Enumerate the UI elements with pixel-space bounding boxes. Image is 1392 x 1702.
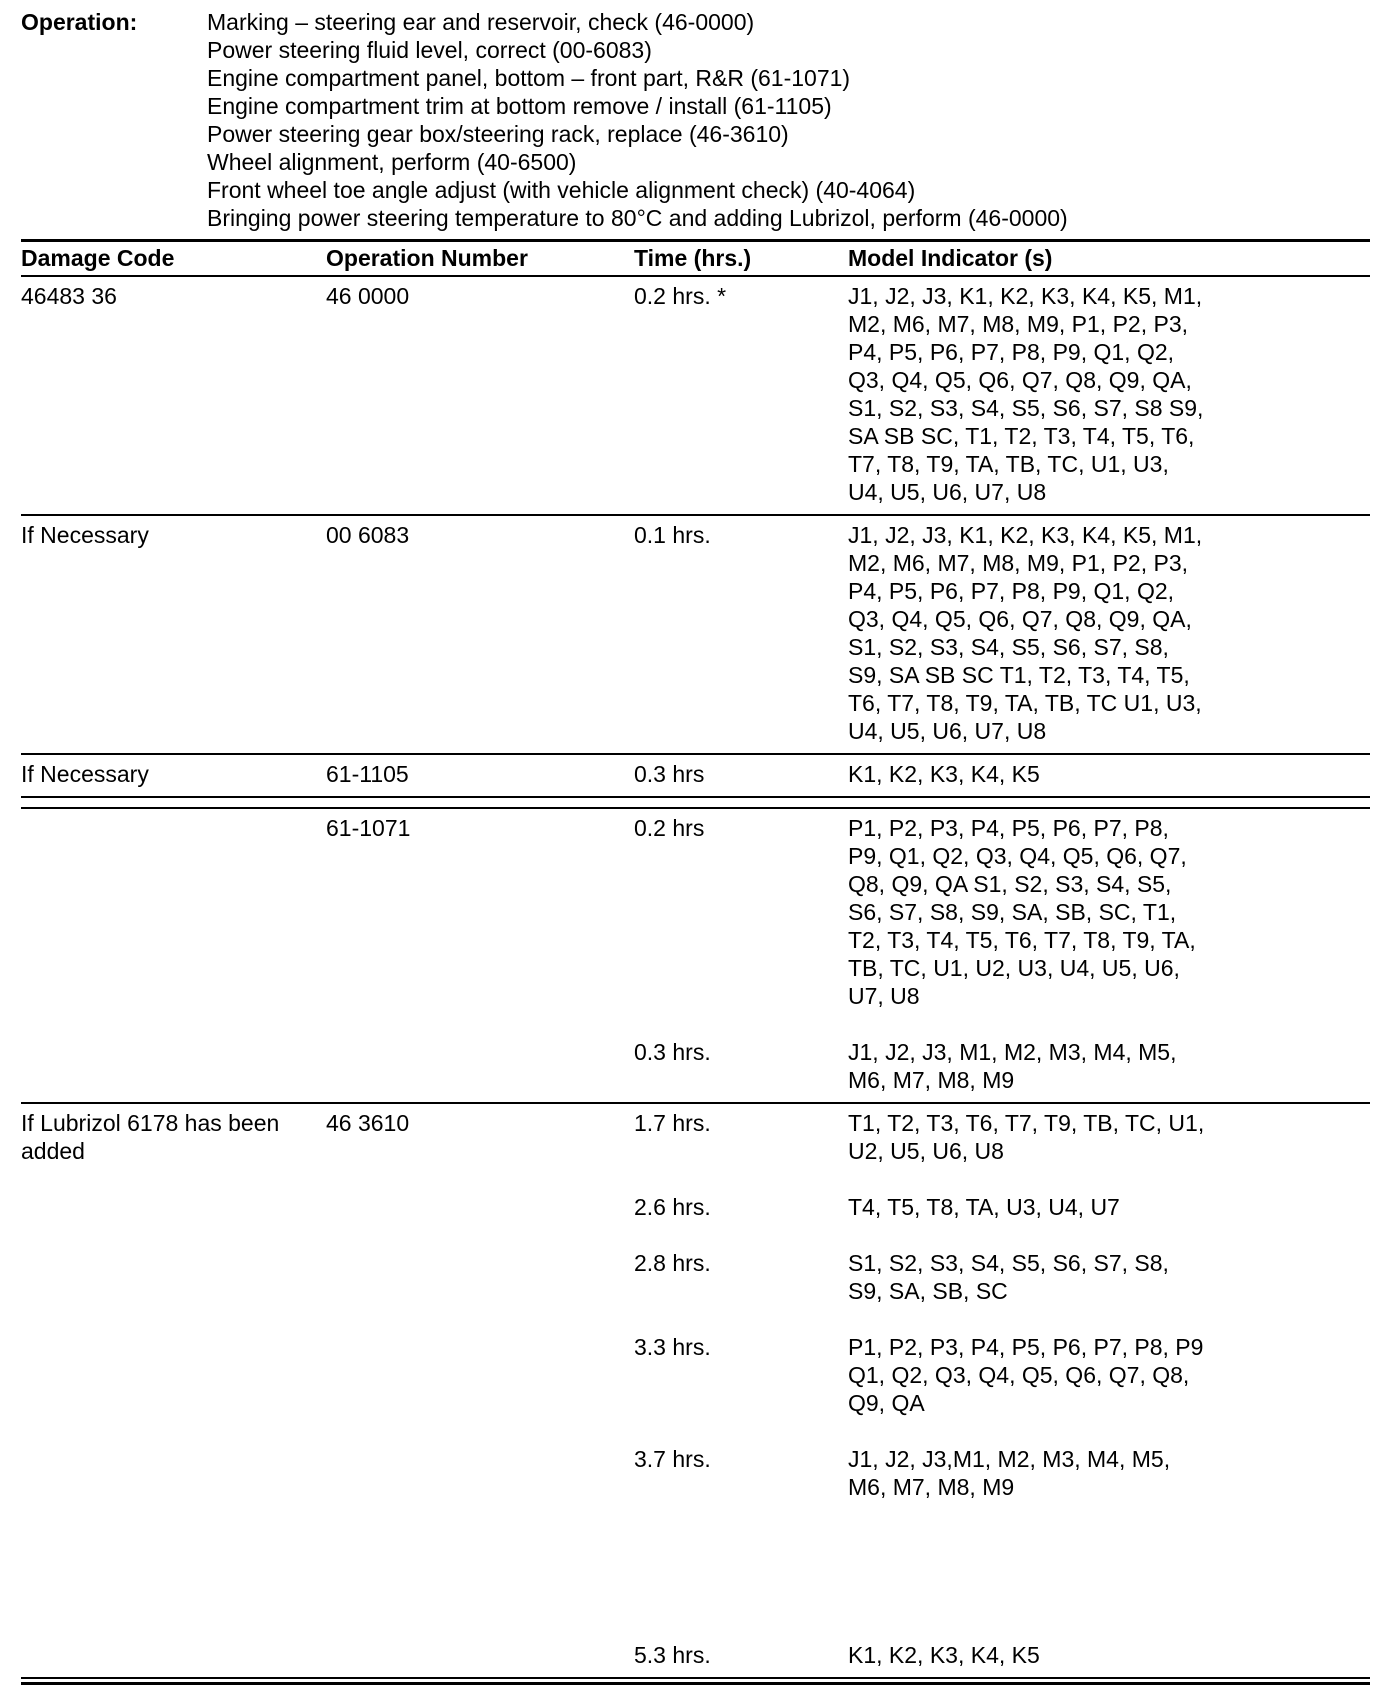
column-header-operation-number: Operation Number (326, 245, 528, 271)
operation-item: Engine compartment trim at bottom remove / install (61-1105) (207, 93, 832, 119)
model-indicator-cell: P1, P2, P3, P4, P5, P6, P7, P8, P9 Q1, Q2, Q3, Q4, Q5, Q6, Q7, Q8, Q9, QA (848, 1334, 1204, 1416)
damage-code-cell: If Necessary (21, 761, 149, 787)
model-indicator-cell: P1, P2, P3, P4, P5, P6, P7, P8, P9, Q1, Q2, Q3, Q4, Q5, Q6, Q7, Q8, Q9, QA S1, S2, S3, S4, S5, S6, S7, S8, S9, SA, SB, SC, T1, T2, T3, T4, T5, T6, T7, T8, T9, TA, TB, TC, U1, U2, U3, U4, U5, U6, U7, U8 (848, 815, 1196, 1009)
model-indicator-cell: K1, K2, K3, K4, K5 (848, 761, 1040, 787)
time-model-entries (634, 814, 1370, 1094)
model-indicator-cell: J1, J2, J3,M1, M2, M3, M4, M5, M6, M7, M8, M9 (848, 1446, 1171, 1500)
time-cell: 0.2 hrs (634, 815, 705, 841)
column-header-damage-code: Damage Code (21, 245, 175, 271)
time-model-entry (634, 760, 1370, 788)
column-header-time: Time (hrs.) (634, 245, 752, 271)
time-model-entry (634, 521, 1370, 745)
time-cell: 0.3 hrs. (634, 1039, 711, 1065)
time-model-entry (634, 282, 1370, 506)
time-cell: 2.6 hrs. (634, 1194, 711, 1220)
operation-item: Marking – steering ear and reservoir, check (46-0000) (207, 9, 755, 35)
time-model-entries (634, 282, 1370, 506)
operation-number-cell: 46 3610 (326, 1110, 410, 1136)
table-row-group (21, 809, 1370, 1104)
time-model-entry (634, 1445, 1370, 1501)
operations-list (207, 8, 1370, 232)
time-cell: 2.8 hrs. (634, 1250, 711, 1276)
time-cell: 3.3 hrs. (634, 1334, 711, 1360)
time-model-entry (634, 1249, 1370, 1305)
operation-item: Power steering gear box/steering rack, replace (46-3610) (207, 121, 789, 147)
column-header-model-indicator: Model Indicator (s) (848, 245, 1053, 271)
operation-number-cell: 46 0000 (326, 283, 410, 309)
model-indicator-cell: S1, S2, S3, S4, S5, S6, S7, S8, S9, SA, SB, SC (848, 1250, 1169, 1304)
time-model-entries (634, 760, 1370, 788)
damage-code-cell (21, 814, 326, 1094)
time-model-entry (634, 1641, 1370, 1669)
time-cell: 0.1 hrs. (634, 522, 711, 548)
operation-label: Operation: (21, 9, 138, 35)
damage-code-cell: If Necessary (21, 522, 149, 548)
operation-item: Power steering fluid level, correct (00-6083) (207, 37, 652, 63)
flat-rate-table (21, 239, 1370, 1685)
model-indicator-cell: J1, J2, J3, M1, M2, M3, M4, M5, M6, M7, M8, M9 (848, 1039, 1177, 1093)
operation-item: Wheel alignment, perform (40-6500) (207, 149, 577, 175)
time-model-entry (634, 1038, 1370, 1094)
model-indicator-cell: T4, T5, T8, TA, U3, U4, U7 (848, 1194, 1120, 1220)
model-indicator-cell: J1, J2, J3, K1, K2, K3, K4, K5, M1, M2, M6, M7, M8, M9, P1, P2, P3, P4, P5, P6, P7, P8, P9, Q1, Q2, Q3, Q4, Q5, Q6, Q7, Q8, Q9, QA, S1, S2, S3, S4, S5, S6, S7, S8, S9, SA SB SC T1, T2, T3, T4, T5, T6, T7, T8, T9, TA, TB, TC U1, U3, U4, U5, U6, U7, U8 (848, 522, 1203, 744)
table-header-row (21, 239, 1370, 277)
time-model-entry (634, 1333, 1370, 1417)
operation-item: Bringing power steering temperature to 80°C and adding Lubrizol, perform (46-0000) (207, 205, 1068, 231)
time-model-entries (634, 521, 1370, 745)
bottom-double-rule (21, 1679, 1370, 1685)
double-rule-spacer (21, 798, 1370, 809)
operation-item: Engine compartment panel, bottom – front part, R&R (61-1071) (207, 65, 851, 91)
time-cell: 1.7 hrs. (634, 1110, 711, 1136)
time-model-entry (634, 814, 1370, 1010)
time-cell: 0.3 hrs (634, 761, 705, 787)
time-model-entry (634, 1193, 1370, 1221)
operation-number-cell: 61-1105 (326, 761, 409, 787)
damage-code-cell: If Lubrizol 6178 has been added (21, 1110, 280, 1164)
table-row-group (21, 755, 1370, 798)
time-cell: 5.3 hrs. (634, 1642, 711, 1668)
model-indicator-cell: K1, K2, K3, K4, K5 (848, 1642, 1040, 1668)
operation-header (21, 8, 1370, 232)
operation-number-cell: 61-1071 (326, 815, 411, 841)
model-indicator-cell: T1, T2, T3, T6, T7, T9, TB, TC, U1, U2, U5, U6, U8 (848, 1110, 1205, 1164)
table-row-group (21, 516, 1370, 755)
operation-number-cell: 00 6083 (326, 522, 410, 548)
time-cell: 0.2 hrs. * (634, 283, 727, 309)
model-indicator-cell: J1, J2, J3, K1, K2, K3, K4, K5, M1, M2, M6, M7, M8, M9, P1, P2, P3, P4, P5, P6, P7, P8, P9, Q1, Q2, Q3, Q4, Q5, Q6, Q7, Q8, Q9, QA, S1, S2, S3, S4, S5, S6, S7, S8 S9, SA SB SC, T1, T2, T3, T4, T5, T6, T7, T8, T9, TA, TB, TC, U1, U3, U4, U5, U6, U7, U8 (848, 283, 1204, 505)
time-model-entries (634, 1109, 1370, 1669)
table-row-group (21, 277, 1370, 516)
time-cell: 3.7 hrs. (634, 1446, 711, 1472)
damage-code-cell: 46483 36 (21, 283, 117, 309)
time-model-entry (634, 1109, 1370, 1165)
operation-item: Front wheel toe angle adjust (with vehicle alignment check) (40-4064) (207, 177, 916, 203)
table-row-group (21, 1104, 1370, 1679)
